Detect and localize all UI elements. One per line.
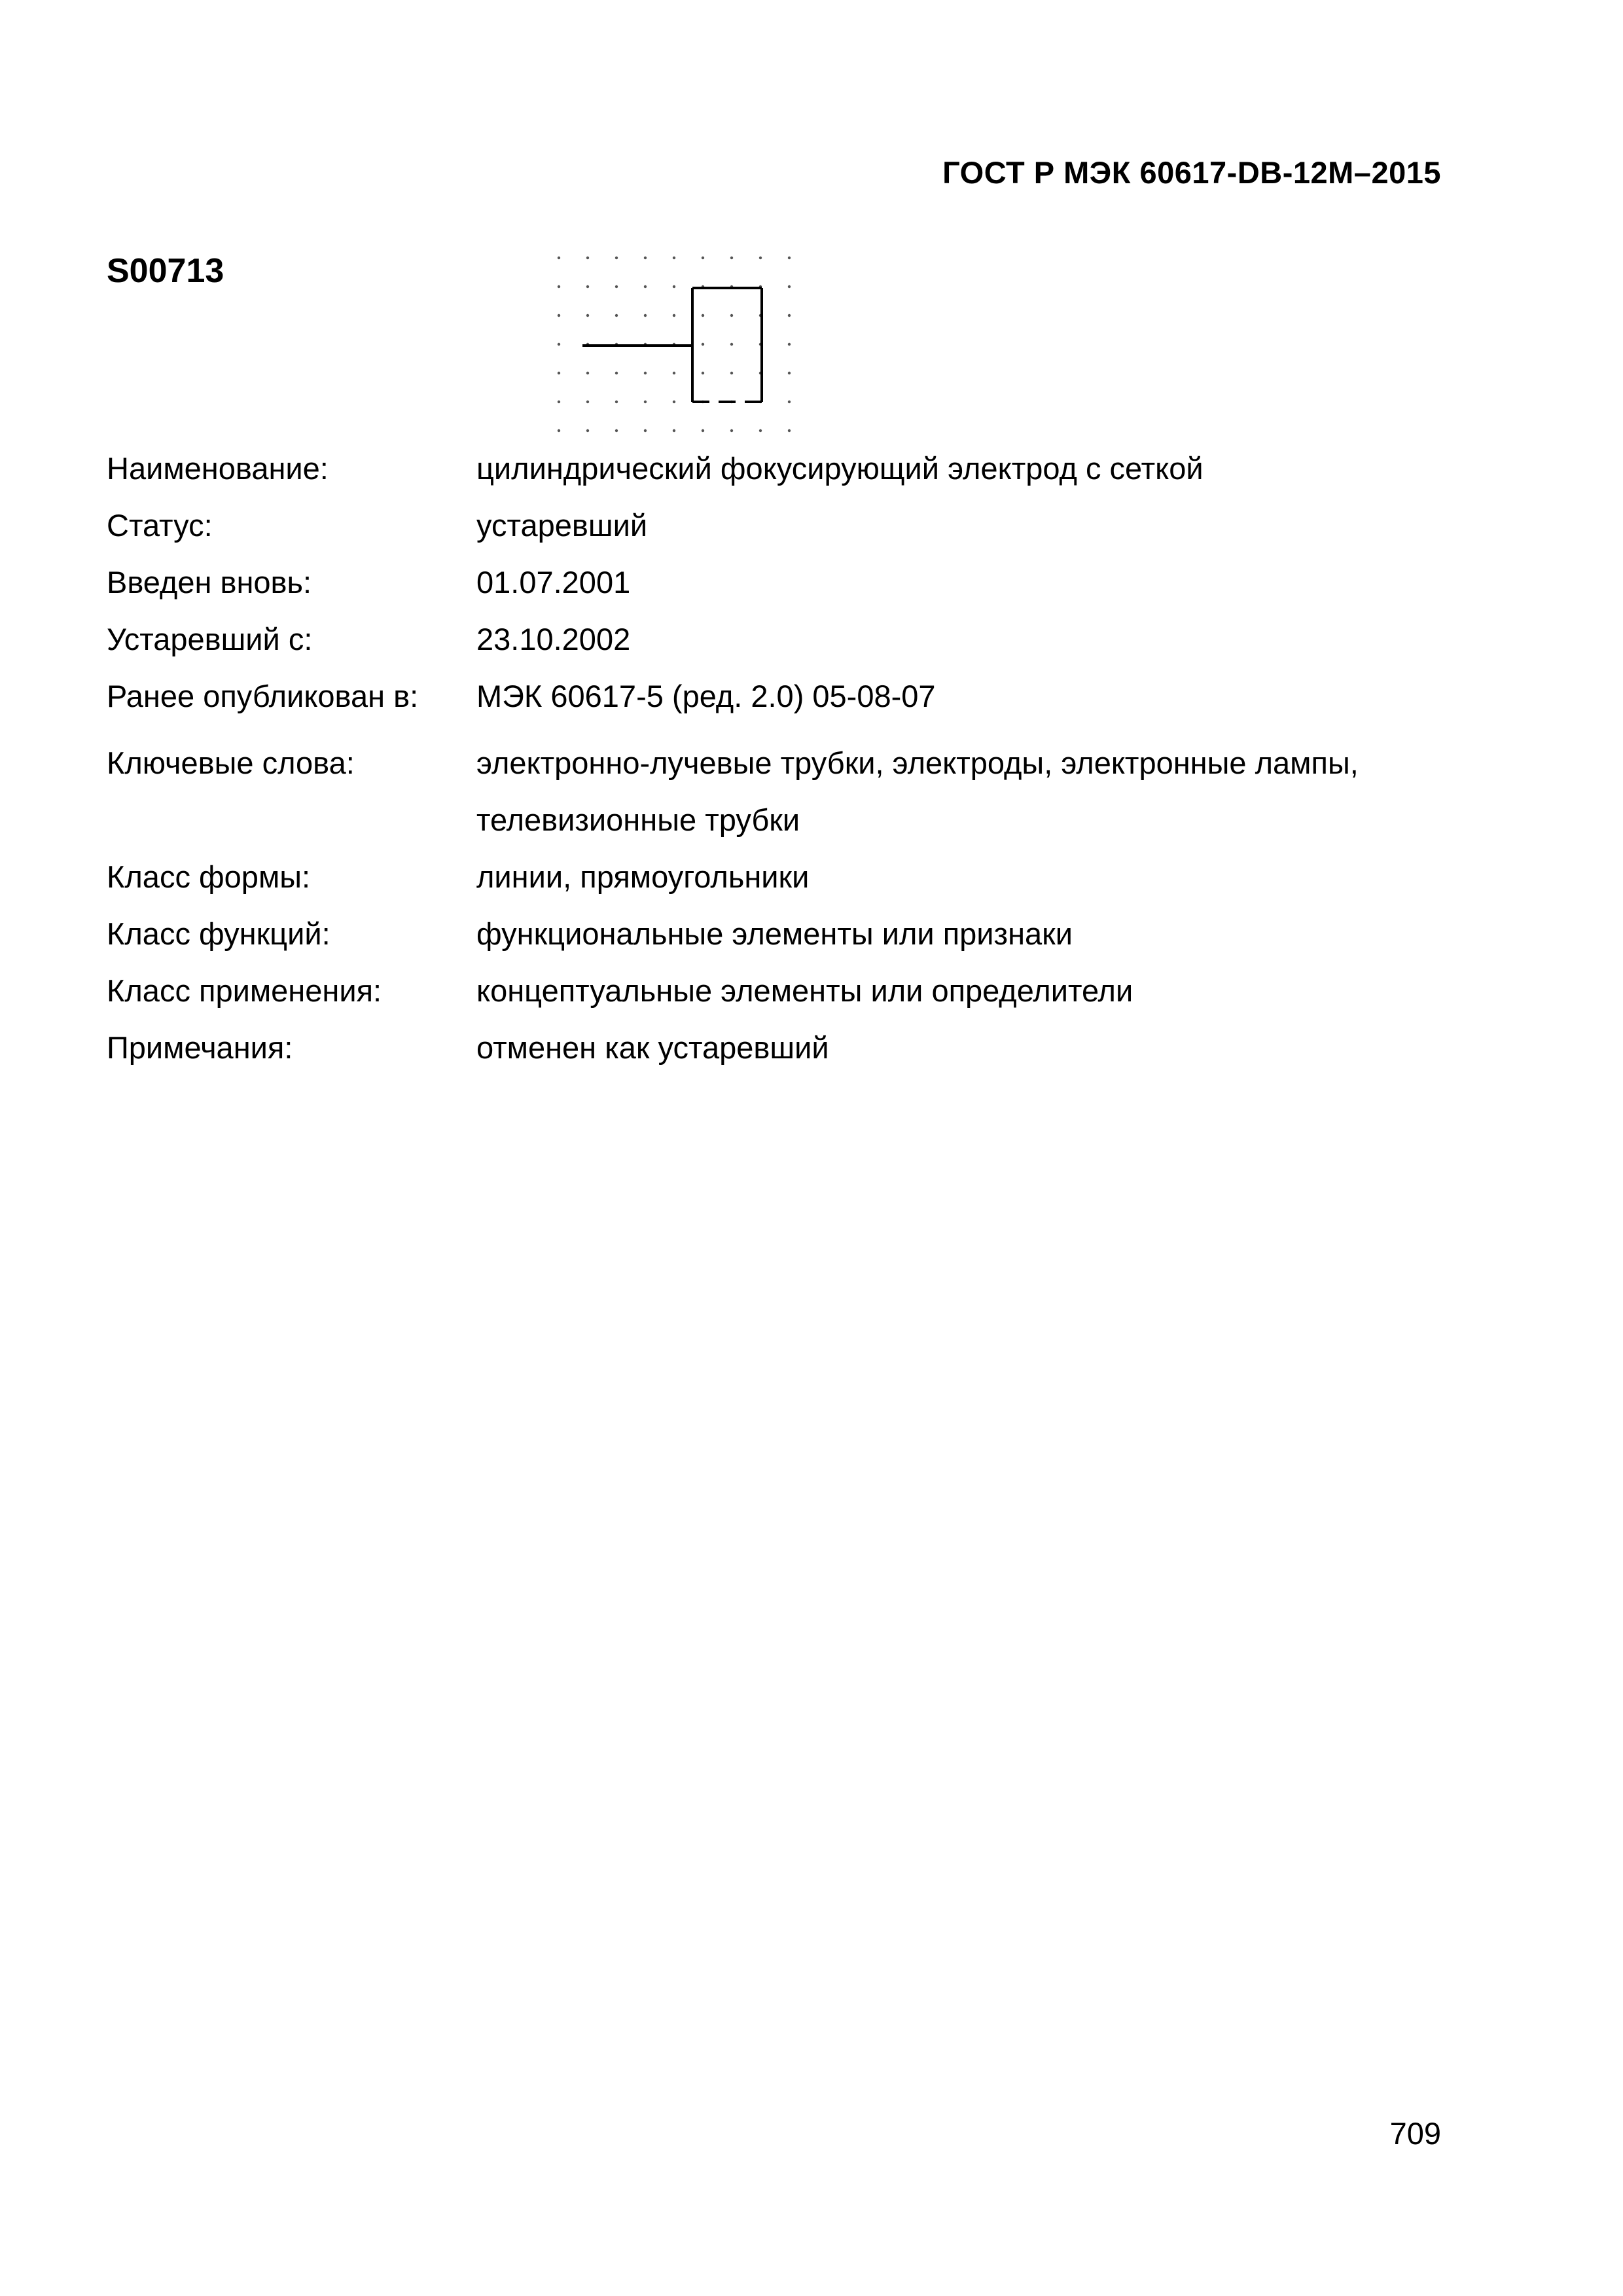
property-row-introduced [107, 554, 1448, 611]
grid-dot [788, 314, 791, 317]
property-row-notes [107, 1019, 1448, 1076]
cylindrical-focusing-electrode-icon [537, 242, 812, 439]
grid-dot [558, 372, 560, 374]
property-list [107, 440, 1448, 1076]
grid-dot [586, 285, 589, 288]
grid-dot [558, 429, 560, 432]
grid-dot [615, 257, 618, 259]
grid-dot [730, 343, 733, 346]
grid-dot [702, 372, 704, 374]
grid-dot [702, 257, 704, 259]
grid-dot [644, 285, 647, 288]
property-value: устаревший [476, 508, 648, 543]
property-label: Класс функций: [107, 916, 330, 951]
grid-dot [788, 401, 791, 403]
property-label: Класс применения: [107, 973, 382, 1008]
property-value: цилиндрический фокусирующий электрод с сеткой [476, 451, 1204, 486]
symbol-code: S00713 [107, 252, 224, 290]
grid-dot [644, 314, 647, 317]
grid-dot [788, 343, 791, 346]
property-label: Статус: [107, 508, 213, 543]
property-value: 23.10.2002 [476, 622, 631, 656]
grid-dot [586, 372, 589, 374]
grid-dot [730, 314, 733, 317]
grid-dot [702, 429, 704, 432]
property-value: функциональные элементы или признаки [476, 916, 1073, 951]
grid-dot [586, 257, 589, 259]
grid-dot [673, 429, 675, 432]
grid-dot [558, 285, 560, 288]
grid-dot [615, 401, 618, 403]
property-value: линии, прямоугольники [476, 859, 810, 894]
property-row-name [107, 440, 1448, 497]
property-label: Наименование: [107, 451, 329, 486]
grid-dot [702, 314, 704, 317]
document-header: ГОСТ Р МЭК 60617-DB-12M–2015 [942, 155, 1441, 190]
property-row-obsolete-since [107, 611, 1448, 668]
property-value: концептуальные элементы или определители [476, 973, 1133, 1008]
grid-dot [673, 285, 675, 288]
property-row-function-class [107, 905, 1448, 962]
property-label: Примечания: [107, 1030, 293, 1065]
grid-dot [615, 372, 618, 374]
grid-dot [788, 372, 791, 374]
grid-dot [644, 401, 647, 403]
grid-dot [673, 372, 675, 374]
electrode-symbol [582, 288, 762, 402]
grid-dot [759, 257, 762, 259]
grid-dot [558, 314, 560, 317]
grid-dot [615, 314, 618, 317]
grid-dot [673, 401, 675, 403]
grid-dot [730, 429, 733, 432]
grid-dot [702, 343, 704, 346]
property-label: Ранее опубликован в: [107, 679, 419, 713]
grid-dot [586, 314, 589, 317]
grid-dot [788, 257, 791, 259]
grid-dot [558, 343, 560, 346]
property-row-previously-published [107, 668, 1448, 725]
page-number: 709 [1389, 2116, 1441, 2151]
grid-dot [788, 285, 791, 288]
grid-dot [644, 429, 647, 432]
property-value: 01.07.2001 [476, 565, 631, 600]
grid-dot [644, 257, 647, 259]
grid-dot [558, 401, 560, 403]
property-value: отменен как устаревший [476, 1030, 829, 1065]
property-row-shape-class [107, 848, 1448, 905]
grid-dot [673, 314, 675, 317]
grid-dot [586, 429, 589, 432]
grid-dot [673, 257, 675, 259]
property-row-status [107, 497, 1448, 554]
property-label: Введен вновь: [107, 565, 312, 600]
grid-dot [759, 429, 762, 432]
property-row-application-class [107, 962, 1448, 1019]
grid-dot [586, 401, 589, 403]
grid-dot [730, 257, 733, 259]
grid-dot [615, 429, 618, 432]
grid-dot [558, 257, 560, 259]
property-value: МЭК 60617-5 (ред. 2.0) 05-08-07 [476, 679, 936, 713]
grid-dot [730, 372, 733, 374]
property-row-keywords [107, 734, 1448, 848]
property-label: Устаревший с: [107, 622, 313, 656]
property-value: электронно-лучевые трубки, электроды, электронные лампы, телевизионные трубки [476, 745, 1359, 837]
grid-dot [615, 285, 618, 288]
grid-dot [644, 372, 647, 374]
grid-dot [788, 429, 791, 432]
property-label: Класс формы: [107, 859, 311, 894]
property-label: Ключевые слова: [107, 745, 355, 780]
